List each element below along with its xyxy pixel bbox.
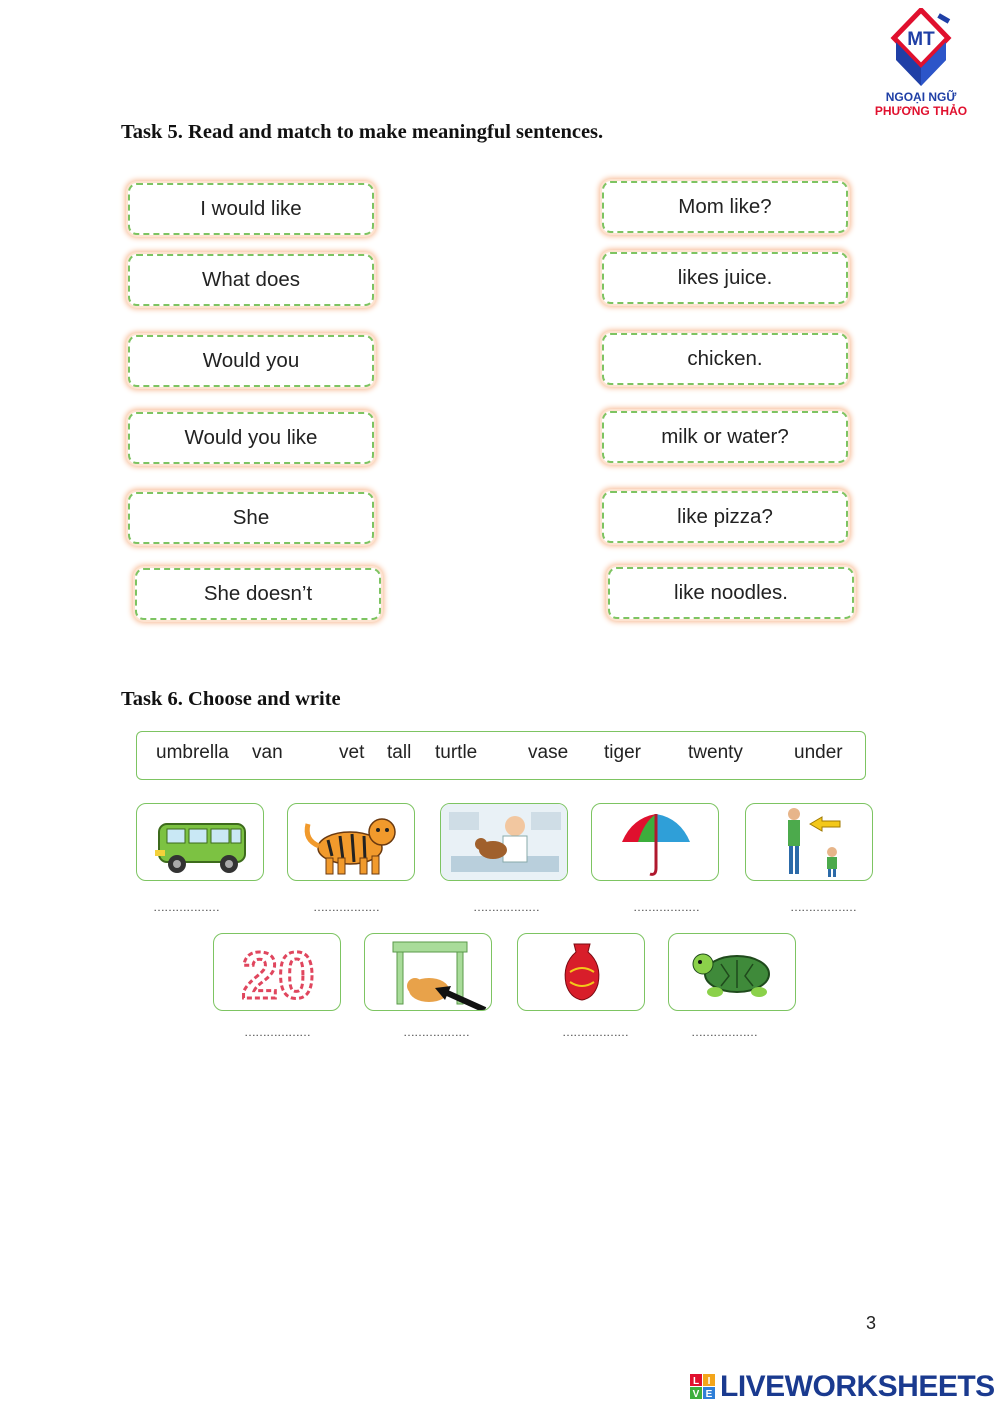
answer-blank[interactable]: ……………… — [473, 900, 539, 914]
vet-picture — [440, 803, 568, 881]
word-bank — [136, 731, 866, 780]
word-bank-item: twenty — [688, 742, 743, 763]
cat-under-table-icon — [365, 934, 492, 1011]
number-twenty-icon — [214, 934, 341, 1011]
match-right-3[interactable]: chicken. — [602, 333, 848, 385]
word-bank-item: turtle — [435, 742, 478, 763]
vase-icon — [518, 934, 645, 1011]
match-left-3[interactable]: Would you — [128, 335, 374, 387]
logo-monogram: MT — [907, 29, 935, 50]
svg-text:I: I — [707, 1376, 711, 1387]
turtle-picture — [668, 933, 796, 1011]
svg-text:E: E — [705, 1389, 713, 1400]
van-icon — [137, 804, 264, 881]
word-bank-item: vase — [528, 742, 569, 763]
logo-line-1: NGOẠI NGỮ — [885, 90, 957, 104]
tall-picture — [745, 803, 873, 881]
brand-logo — [866, 8, 976, 120]
answer-blank[interactable]: ……………… — [244, 1025, 310, 1039]
word-bank-item: vet — [339, 742, 365, 763]
task5-title: Task 5. Read and match to make meaningful sentences. — [121, 121, 604, 143]
match-left-4[interactable]: Would you like — [128, 412, 374, 464]
vase-picture — [517, 933, 645, 1011]
match-right-5[interactable]: like pizza? — [602, 491, 848, 543]
umbrella-icon — [592, 804, 719, 881]
match-left-6[interactable]: She doesn’t — [135, 568, 381, 620]
word-bank-item: tiger — [604, 742, 641, 763]
tiger-picture — [287, 803, 415, 881]
match-right-6[interactable]: like noodles. — [608, 567, 854, 619]
answer-blank[interactable]: ……………… — [691, 1025, 757, 1039]
answer-blank[interactable]: ……………… — [403, 1025, 469, 1039]
twenty-picture — [213, 933, 341, 1011]
picture-number: 20 — [241, 938, 315, 1012]
match-left-2[interactable]: What does — [128, 254, 374, 306]
logo-line-2: PHƯƠNG THẢO — [874, 104, 968, 118]
answer-blank[interactable]: ……………… — [153, 900, 219, 914]
task6-title: Task 6. Choose and write — [121, 688, 341, 710]
match-left-5[interactable]: She — [128, 492, 374, 544]
word-bank-item: under — [794, 742, 843, 763]
word-bank-item: van — [252, 742, 283, 763]
match-right-4[interactable]: milk or water? — [602, 411, 848, 463]
match-right-1[interactable]: Mom like? — [602, 181, 848, 233]
page-number: 3 — [866, 1313, 877, 1333]
answer-blank[interactable]: ……………… — [633, 900, 699, 914]
under-picture — [364, 933, 492, 1011]
answer-blank[interactable]: ……………… — [562, 1025, 628, 1039]
tiger-icon — [288, 804, 415, 881]
turtle-icon — [669, 934, 796, 1011]
vet-icon — [441, 804, 568, 881]
match-left-1[interactable]: I would like — [128, 183, 374, 235]
word-bank-item: umbrella — [156, 742, 229, 763]
answer-blank[interactable]: ……………… — [313, 900, 379, 914]
van-picture — [136, 803, 264, 881]
liveworksheets-brand: LIVEWORKSHEETS — [720, 1370, 995, 1403]
match-right-2[interactable]: likes juice. — [602, 252, 848, 304]
answer-blank[interactable]: ……………… — [790, 900, 856, 914]
liveworksheets-logo-icon — [690, 1374, 716, 1408]
svg-text:V: V — [692, 1389, 700, 1400]
tall-short-people-icon — [746, 804, 873, 881]
svg-text:L: L — [692, 1376, 700, 1387]
umbrella-picture — [591, 803, 719, 881]
word-bank-item: tall — [387, 742, 412, 763]
logo-emblem-icon — [866, 8, 976, 92]
